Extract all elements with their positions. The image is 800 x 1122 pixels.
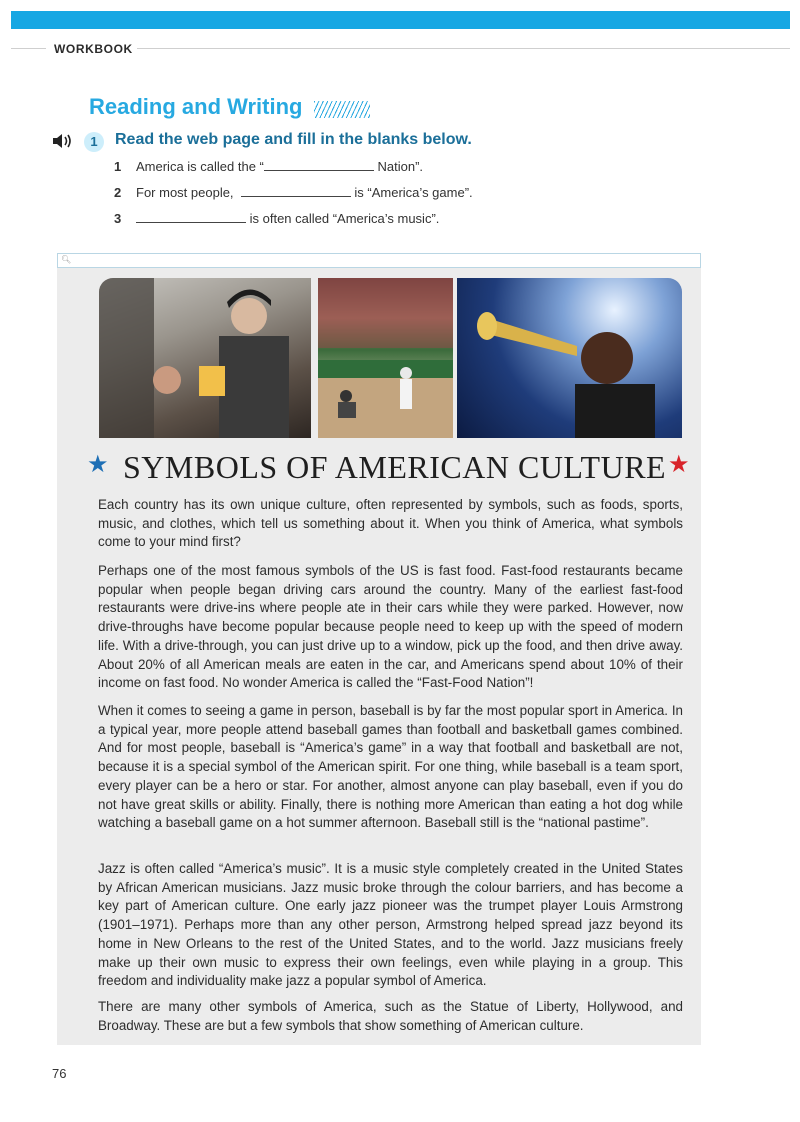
- exercise-number-badge: 1: [84, 132, 104, 152]
- question-3: [114, 211, 439, 226]
- search-icon: 🔍︎: [61, 255, 72, 264]
- answer-blank[interactable]: [136, 211, 246, 223]
- article-paragraph: Jazz is often called “America’s music”. It is a music style completely created in the United States by African American musicians. Jazz music broke through the colour barriers, and has become a key part of American culture. One early jazz pioneer was the trumpet player Louis Armstrong (1901–1971). Perhaps more than any other person, Armstrong helped spread jazz beyond its home in New Orleans to the rest of the United States, and to the world. Jazz musicians freely make up their own music to express their own feelings, even while playing in a group. This freedom and individuality make jazz a popular symbol of America.: [98, 861, 683, 989]
- question-number: 2: [114, 185, 122, 200]
- star-icon: ★: [87, 451, 109, 478]
- question-text-after: is “America’s game”.: [354, 185, 473, 200]
- question-number: 1: [114, 159, 122, 174]
- section-title: Reading and Writing: [89, 94, 303, 119]
- exercise-instruction: Read the web page and fill in the blanks below.: [115, 131, 472, 148]
- baseball-photo: [318, 278, 453, 438]
- workbook-label: WORKBOOK: [54, 42, 133, 56]
- answer-blank[interactable]: [264, 159, 374, 171]
- question-text-after: Nation”.: [377, 159, 424, 174]
- question-1: [114, 159, 423, 174]
- star-icon: ★: [668, 451, 690, 478]
- page-number: 76: [52, 1066, 67, 1081]
- question-number: 3: [114, 211, 122, 226]
- answer-blank[interactable]: [241, 185, 351, 197]
- article-paragraph: There are many other symbols of America, such as the Statue of Liberty, Hollywood, and Broadway. These are but a few symbols that show something of American culture.: [98, 999, 683, 1033]
- article-paragraph: Perhaps one of the most famous symbols of the US is fast food. Fast-food restaurants became popular when people began driving cars around the country. Many of the earliest fast-food restaurants were drive-ins where people ate in their cars while they were parked. However, now drive-throughs have become popular because people need to keep up with the speed of modern life. With a drive-through, you can just drive up to a window, pick up the food, and then drive away. About 20% of all American meals are eaten in the car, and Americans spend about 10% of their income on fast food. No wonder America is called the “Fast-Food Nation”!: [98, 563, 683, 691]
- header-rule-left: [11, 48, 46, 49]
- question-2: [114, 185, 473, 200]
- title-hatch-decoration: [314, 101, 370, 118]
- question-text-before: For most people,: [136, 185, 234, 200]
- header-rule-right: [137, 48, 790, 49]
- question-text-after: is often called “America’s music”.: [249, 211, 440, 226]
- webpage-title: SYMBOLS OF AMERICAN CULTURE: [123, 449, 667, 485]
- speaker-icon[interactable]: [52, 131, 74, 151]
- web-page-panel: [57, 253, 701, 1045]
- article-paragraph: Each country has its own unique culture, often represented by symbols, such as foods, sports, music, and clothes, which tell us something about it. When you think of America, what symbols come to your mind first?: [98, 497, 683, 550]
- address-bar[interactable]: [57, 253, 701, 268]
- jazz-trumpet-photo: [457, 278, 682, 438]
- top-color-band: [11, 11, 790, 29]
- question-text-before: America is called the “: [136, 159, 264, 174]
- drive-through-photo: [99, 278, 311, 438]
- article-paragraph: When it comes to seeing a game in person, baseball is by far the most popular sport in America. In a typical year, more people attend baseball games than football and basketball games combined. And for most people, baseball is “America’s game” in a way that football and basketball are not, because it is a special symbol of the American spirit. For one thing, while baseball is a team sport, every player can be a hero or star. For another, almost anyone can play baseball, even if you do not have great skills or ability. Finally, there is nothing more American than eating a hot dog while watching a baseball game on a hot summer afternoon. Baseball still is the “national pastime”.: [98, 703, 683, 831]
